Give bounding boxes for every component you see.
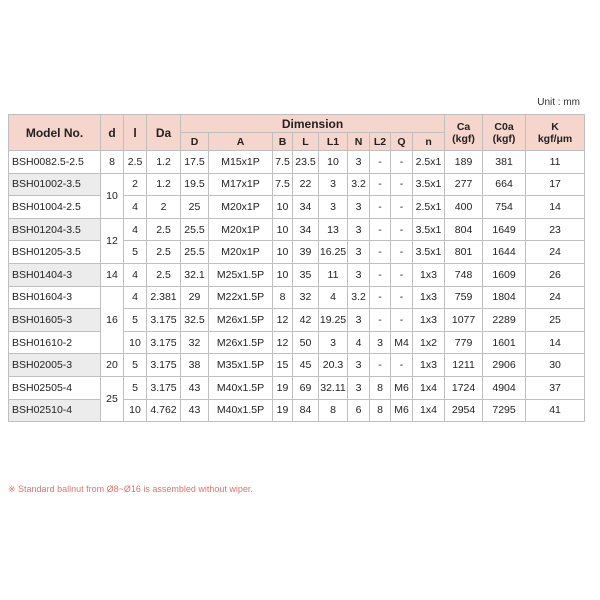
cell-k: 30	[526, 354, 585, 377]
cell-L: 42	[293, 309, 319, 332]
cell-k: 41	[526, 399, 585, 422]
cell-da: 2	[147, 196, 181, 219]
cell-L1: 3	[319, 196, 348, 219]
cell-da: 2.5	[147, 263, 181, 286]
cell-L2: -	[370, 196, 391, 219]
cell-c0a: 381	[483, 151, 526, 174]
cell-B: 19	[273, 376, 293, 399]
cell-da: 3.175	[147, 331, 181, 354]
cell-model: BSH01605-3	[9, 309, 101, 332]
cell-D: 29	[181, 286, 209, 309]
cell-c0a: 2289	[483, 309, 526, 332]
cell-Q: -	[391, 354, 413, 377]
cell-L: 23.5	[293, 151, 319, 174]
cell-N: 3	[348, 263, 370, 286]
cell-L1: 13	[319, 218, 348, 241]
cell-Q: M6	[391, 376, 413, 399]
cell-model: BSH01205-3.5	[9, 241, 101, 264]
cell-n: 2.5x1	[413, 151, 445, 174]
cell-B: 19	[273, 399, 293, 422]
cell-model: BSH02510-4	[9, 399, 101, 422]
table-row	[9, 376, 585, 399]
cell-da: 3.175	[147, 354, 181, 377]
cell-N: 3	[348, 151, 370, 174]
cell-c0a: 1804	[483, 286, 526, 309]
cell-B: 12	[273, 331, 293, 354]
header-l: l	[124, 115, 147, 151]
cell-l: 4	[124, 286, 147, 309]
cell-ca: 748	[445, 263, 483, 286]
unit-label: Unit : mm	[537, 97, 580, 108]
header-dim-D: D	[181, 133, 209, 151]
cell-N: 3	[348, 196, 370, 219]
cell-L1: 32.11	[319, 376, 348, 399]
cell-d: 10	[101, 173, 124, 218]
cell-ca: 759	[445, 286, 483, 309]
footnote: ※ Standard ballnut from Ø8~Ø16 is assembled without wiper.	[8, 484, 253, 494]
cell-D: 43	[181, 376, 209, 399]
cell-l: 5	[124, 354, 147, 377]
cell-L2: 3	[370, 331, 391, 354]
cell-A: M17x1P	[209, 173, 273, 196]
cell-A: M26x1.5P	[209, 331, 273, 354]
cell-n: 1x2	[413, 331, 445, 354]
cell-L1: 19.25	[319, 309, 348, 332]
cell-model: BSH01404-3	[9, 263, 101, 286]
cell-Q: -	[391, 151, 413, 174]
cell-da: 2.381	[147, 286, 181, 309]
cell-Q: -	[391, 218, 413, 241]
cell-L1: 10	[319, 151, 348, 174]
cell-d: 16	[101, 286, 124, 354]
cell-L1: 8	[319, 399, 348, 422]
cell-l: 10	[124, 331, 147, 354]
cell-L2: -	[370, 151, 391, 174]
cell-D: 25.5	[181, 218, 209, 241]
table-row	[9, 399, 585, 422]
cell-A: M25x1.5P	[209, 263, 273, 286]
cell-l: 10	[124, 399, 147, 422]
cell-N: 3	[348, 309, 370, 332]
cell-ca: 779	[445, 331, 483, 354]
cell-A: M20x1P	[209, 218, 273, 241]
cell-D: 43	[181, 399, 209, 422]
cell-L: 69	[293, 376, 319, 399]
header-k-line2: kgf/μm	[537, 132, 573, 145]
cell-ca: 801	[445, 241, 483, 264]
cell-N: 4	[348, 331, 370, 354]
spec-table	[8, 114, 585, 422]
cell-D: 38	[181, 354, 209, 377]
table-row	[9, 263, 585, 286]
cell-Q: -	[391, 286, 413, 309]
cell-ca: 1077	[445, 309, 483, 332]
cell-k: 14	[526, 196, 585, 219]
cell-c0a: 664	[483, 173, 526, 196]
cell-model: BSH02005-3	[9, 354, 101, 377]
table-row	[9, 241, 585, 264]
cell-k: 26	[526, 263, 585, 286]
cell-da: 1.2	[147, 173, 181, 196]
cell-L1: 16.25	[319, 241, 348, 264]
cell-da: 2.5	[147, 218, 181, 241]
cell-da: 2.5	[147, 241, 181, 264]
cell-A: M26x1.5P	[209, 309, 273, 332]
cell-L: 39	[293, 241, 319, 264]
cell-l: 5	[124, 376, 147, 399]
cell-n: 3.5x1	[413, 241, 445, 264]
cell-model: BSH01610-2	[9, 331, 101, 354]
cell-D: 32	[181, 331, 209, 354]
cell-da: 3.175	[147, 309, 181, 332]
header-dim-L2: L2	[370, 133, 391, 151]
cell-da: 1.2	[147, 151, 181, 174]
cell-c0a: 754	[483, 196, 526, 219]
cell-L2: -	[370, 218, 391, 241]
cell-L1: 11	[319, 263, 348, 286]
header-c0a-line2: (kgf)	[492, 132, 516, 145]
cell-ca: 400	[445, 196, 483, 219]
cell-l: 4	[124, 218, 147, 241]
cell-Q: M4	[391, 331, 413, 354]
cell-N: 6	[348, 399, 370, 422]
cell-l: 2.5	[124, 151, 147, 174]
header-dim-L: L	[293, 133, 319, 151]
header-c0a-line1: C0a	[494, 120, 514, 133]
cell-B: 10	[273, 241, 293, 264]
cell-L2: -	[370, 263, 391, 286]
cell-d: 14	[101, 263, 124, 286]
cell-D: 25	[181, 196, 209, 219]
cell-D: 17.5	[181, 151, 209, 174]
cell-N: 3.2	[348, 173, 370, 196]
cell-L2: 8	[370, 376, 391, 399]
cell-ca: 2954	[445, 399, 483, 422]
cell-n: 3.5x1	[413, 173, 445, 196]
cell-n: 1x3	[413, 309, 445, 332]
cell-B: 15	[273, 354, 293, 377]
cell-l: 2	[124, 173, 147, 196]
cell-c0a: 1601	[483, 331, 526, 354]
cell-L: 32	[293, 286, 319, 309]
cell-ca: 277	[445, 173, 483, 196]
cell-da: 3.175	[147, 376, 181, 399]
cell-ca: 189	[445, 151, 483, 174]
cell-L1: 3	[319, 173, 348, 196]
cell-L1: 3	[319, 331, 348, 354]
cell-k: 14	[526, 331, 585, 354]
cell-k: 24	[526, 286, 585, 309]
cell-L2: 8	[370, 399, 391, 422]
cell-D: 19.5	[181, 173, 209, 196]
cell-N: 3	[348, 354, 370, 377]
cell-A: M20x1P	[209, 196, 273, 219]
cell-L: 50	[293, 331, 319, 354]
cell-Q: -	[391, 173, 413, 196]
cell-L2: -	[370, 286, 391, 309]
header-dim-n: n	[413, 133, 445, 151]
cell-d: 12	[101, 218, 124, 263]
cell-A: M40x1.5P	[209, 399, 273, 422]
cell-model: BSH01004-2.5	[9, 196, 101, 219]
cell-k: 25	[526, 309, 585, 332]
cell-ca: 804	[445, 218, 483, 241]
cell-d: 8	[101, 151, 124, 174]
header-dim-A: A	[209, 133, 273, 151]
cell-B: 7.5	[273, 173, 293, 196]
cell-A: M35x1.5P	[209, 354, 273, 377]
cell-N: 3	[348, 376, 370, 399]
table-row	[9, 151, 585, 174]
header-da: Da	[147, 115, 181, 151]
cell-L: 34	[293, 218, 319, 241]
cell-l: 5	[124, 241, 147, 264]
cell-l: 4	[124, 196, 147, 219]
cell-ca: 1211	[445, 354, 483, 377]
cell-c0a: 4904	[483, 376, 526, 399]
cell-B: 10	[273, 196, 293, 219]
header-dim-Q: Q	[391, 133, 413, 151]
header-dim-N: N	[348, 133, 370, 151]
cell-n: 1x3	[413, 286, 445, 309]
cell-model: BSH01204-3.5	[9, 218, 101, 241]
cell-k: 24	[526, 241, 585, 264]
cell-model: BSH01002-3.5	[9, 173, 101, 196]
header-ca-line1: Ca	[456, 120, 471, 133]
cell-n: 1x4	[413, 399, 445, 422]
table-row	[9, 173, 585, 196]
cell-d: 20	[101, 354, 124, 377]
cell-A: M15x1P	[209, 151, 273, 174]
cell-L: 22	[293, 173, 319, 196]
cell-model: BSH02505-4	[9, 376, 101, 399]
cell-c0a: 1644	[483, 241, 526, 264]
cell-Q: -	[391, 196, 413, 219]
cell-L1: 20.3	[319, 354, 348, 377]
header-c0a	[483, 115, 526, 151]
cell-model: BSH01604-3	[9, 286, 101, 309]
header-ca	[445, 115, 483, 151]
table-row	[9, 218, 585, 241]
cell-L2: -	[370, 241, 391, 264]
cell-L: 45	[293, 354, 319, 377]
header-model: Model No.	[9, 115, 101, 151]
cell-n: 1x4	[413, 376, 445, 399]
table-row	[9, 286, 585, 309]
header-ca-line2: (kgf)	[452, 132, 475, 145]
cell-Q: -	[391, 309, 413, 332]
cell-L2: -	[370, 173, 391, 196]
cell-c0a: 2906	[483, 354, 526, 377]
cell-l: 5	[124, 309, 147, 332]
cell-k: 23	[526, 218, 585, 241]
cell-D: 32.1	[181, 263, 209, 286]
header-k	[526, 115, 585, 151]
cell-A: M20x1P	[209, 241, 273, 264]
cell-D: 32.5	[181, 309, 209, 332]
cell-L: 34	[293, 196, 319, 219]
cell-B: 8	[273, 286, 293, 309]
cell-n: 1x3	[413, 354, 445, 377]
cell-k: 37	[526, 376, 585, 399]
cell-d: 25	[101, 376, 124, 421]
cell-Q: -	[391, 263, 413, 286]
table-row	[9, 331, 585, 354]
cell-Q: -	[391, 241, 413, 264]
cell-L2: -	[370, 309, 391, 332]
cell-c0a: 1649	[483, 218, 526, 241]
cell-B: 10	[273, 263, 293, 286]
cell-L2: -	[370, 354, 391, 377]
cell-B: 10	[273, 218, 293, 241]
header-d: d	[101, 115, 124, 151]
cell-N: 3	[348, 218, 370, 241]
cell-L1: 4	[319, 286, 348, 309]
cell-k: 11	[526, 151, 585, 174]
header-dimension: Dimension	[181, 115, 445, 133]
cell-L: 84	[293, 399, 319, 422]
cell-B: 12	[273, 309, 293, 332]
table-row	[9, 309, 585, 332]
cell-B: 7.5	[273, 151, 293, 174]
cell-n: 1x3	[413, 263, 445, 286]
cell-N: 3	[348, 241, 370, 264]
table-row	[9, 354, 585, 377]
cell-A: M40x1.5P	[209, 376, 273, 399]
cell-n: 3.5x1	[413, 218, 445, 241]
cell-ca: 1724	[445, 376, 483, 399]
cell-n: 2.5x1	[413, 196, 445, 219]
table-row	[9, 196, 585, 219]
cell-D: 25.5	[181, 241, 209, 264]
cell-c0a: 7295	[483, 399, 526, 422]
cell-A: M22x1.5P	[209, 286, 273, 309]
cell-L: 35	[293, 263, 319, 286]
cell-N: 3.2	[348, 286, 370, 309]
cell-Q: M6	[391, 399, 413, 422]
cell-l: 4	[124, 263, 147, 286]
cell-c0a: 1609	[483, 263, 526, 286]
header-k-line1: K	[551, 120, 559, 133]
cell-model: BSH0082.5-2.5	[9, 151, 101, 174]
header-dim-B: B	[273, 133, 293, 151]
header-dim-L1: L1	[319, 133, 348, 151]
cell-k: 17	[526, 173, 585, 196]
cell-da: 4.762	[147, 399, 181, 422]
